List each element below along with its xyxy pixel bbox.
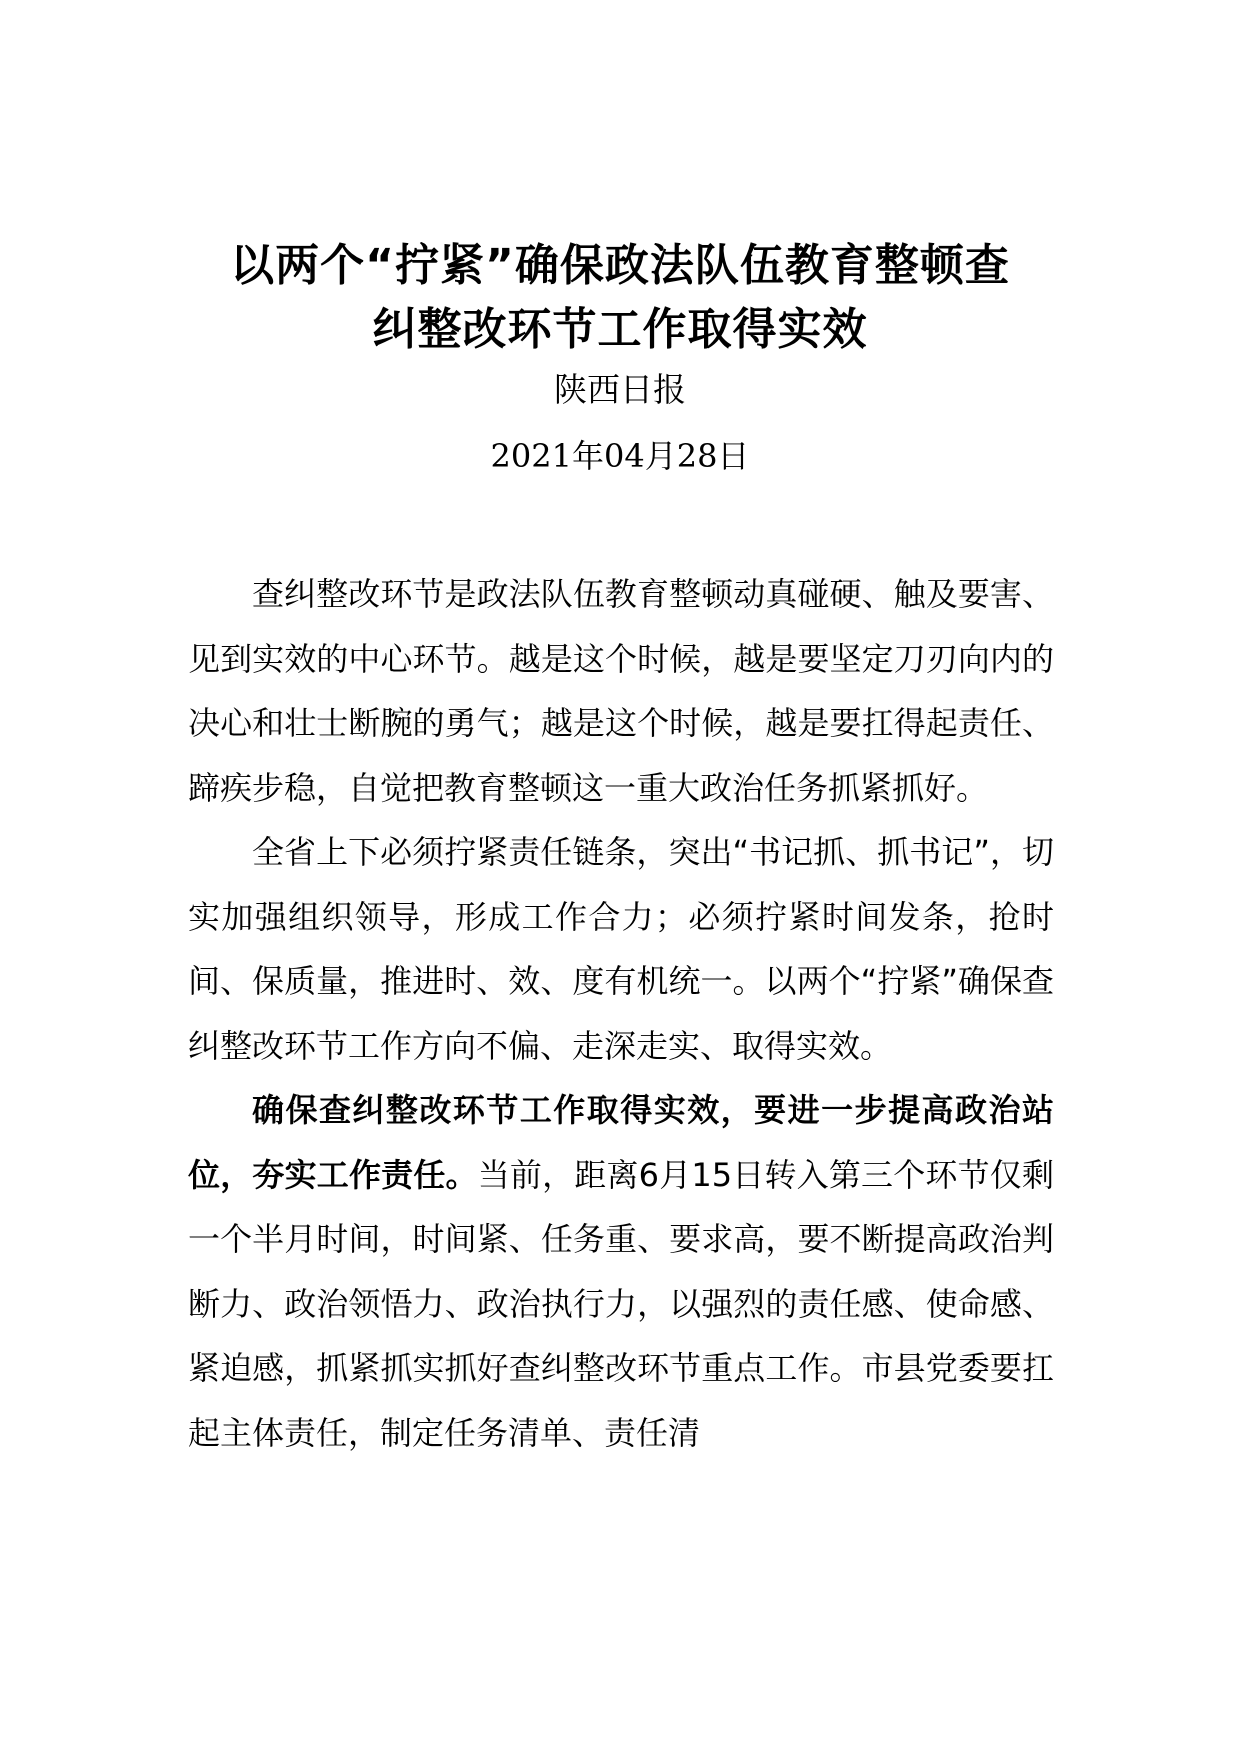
paragraph-3 [188, 1078, 1054, 1465]
paragraph-2 [188, 820, 1054, 1078]
paragraph-3-lead: 确保查纠整改环节工作取得实效，要进一步提高政治站位，夯实工作责任。 [188, 1091, 1054, 1194]
article-body [188, 562, 1054, 1465]
title-line-1: 以两个“拧紧”确保政法队伍教育整顿查 [230, 240, 1010, 291]
paragraph-1-text: 查纠整改环节是政法队伍教育整顿动真碰硬、触及要害、见到实效的中心环节。越是这个时候，越是要坚定刀刃向内的决心和壮士断腕的勇气；越是这个时候，越是要扛得起责任、蹄疾步稳，自觉把教育整顿这一重大政治任务抓紧抓好。 [188, 575, 1054, 807]
paragraph-3-text: 当前，距离6月15日转入第三个环节仅剩一个半月时间，时间紧、任务重、要求高，要不断提高政治判断力、政治领悟力、政治执行力，以强烈的责任感、使命感、紧迫感，抓紧抓实抓好查纠整改环节重点工作。市县党委要扛起主体责任，制定任务清单、责任清 [188, 1155, 1054, 1452]
article-title [150, 234, 1090, 362]
paragraph-1 [188, 562, 1054, 820]
article-date: 2021年04月28日 [490, 437, 750, 475]
paragraph-2-text: 全省上下必须拧紧责任链条，突出“书记抓、抓书记”，切实加强组织领导，形成工作合力；必须拧紧时间发条，抢时间、保质量，推进时、效、度有机统一。以两个“拧紧”确保查纠整改环节工作方向不偏、走深走实、取得实效。 [188, 833, 1054, 1065]
article-source: 陕西日报 [554, 370, 686, 409]
title-line-2: 纠整改环节工作取得实效 [372, 304, 868, 355]
